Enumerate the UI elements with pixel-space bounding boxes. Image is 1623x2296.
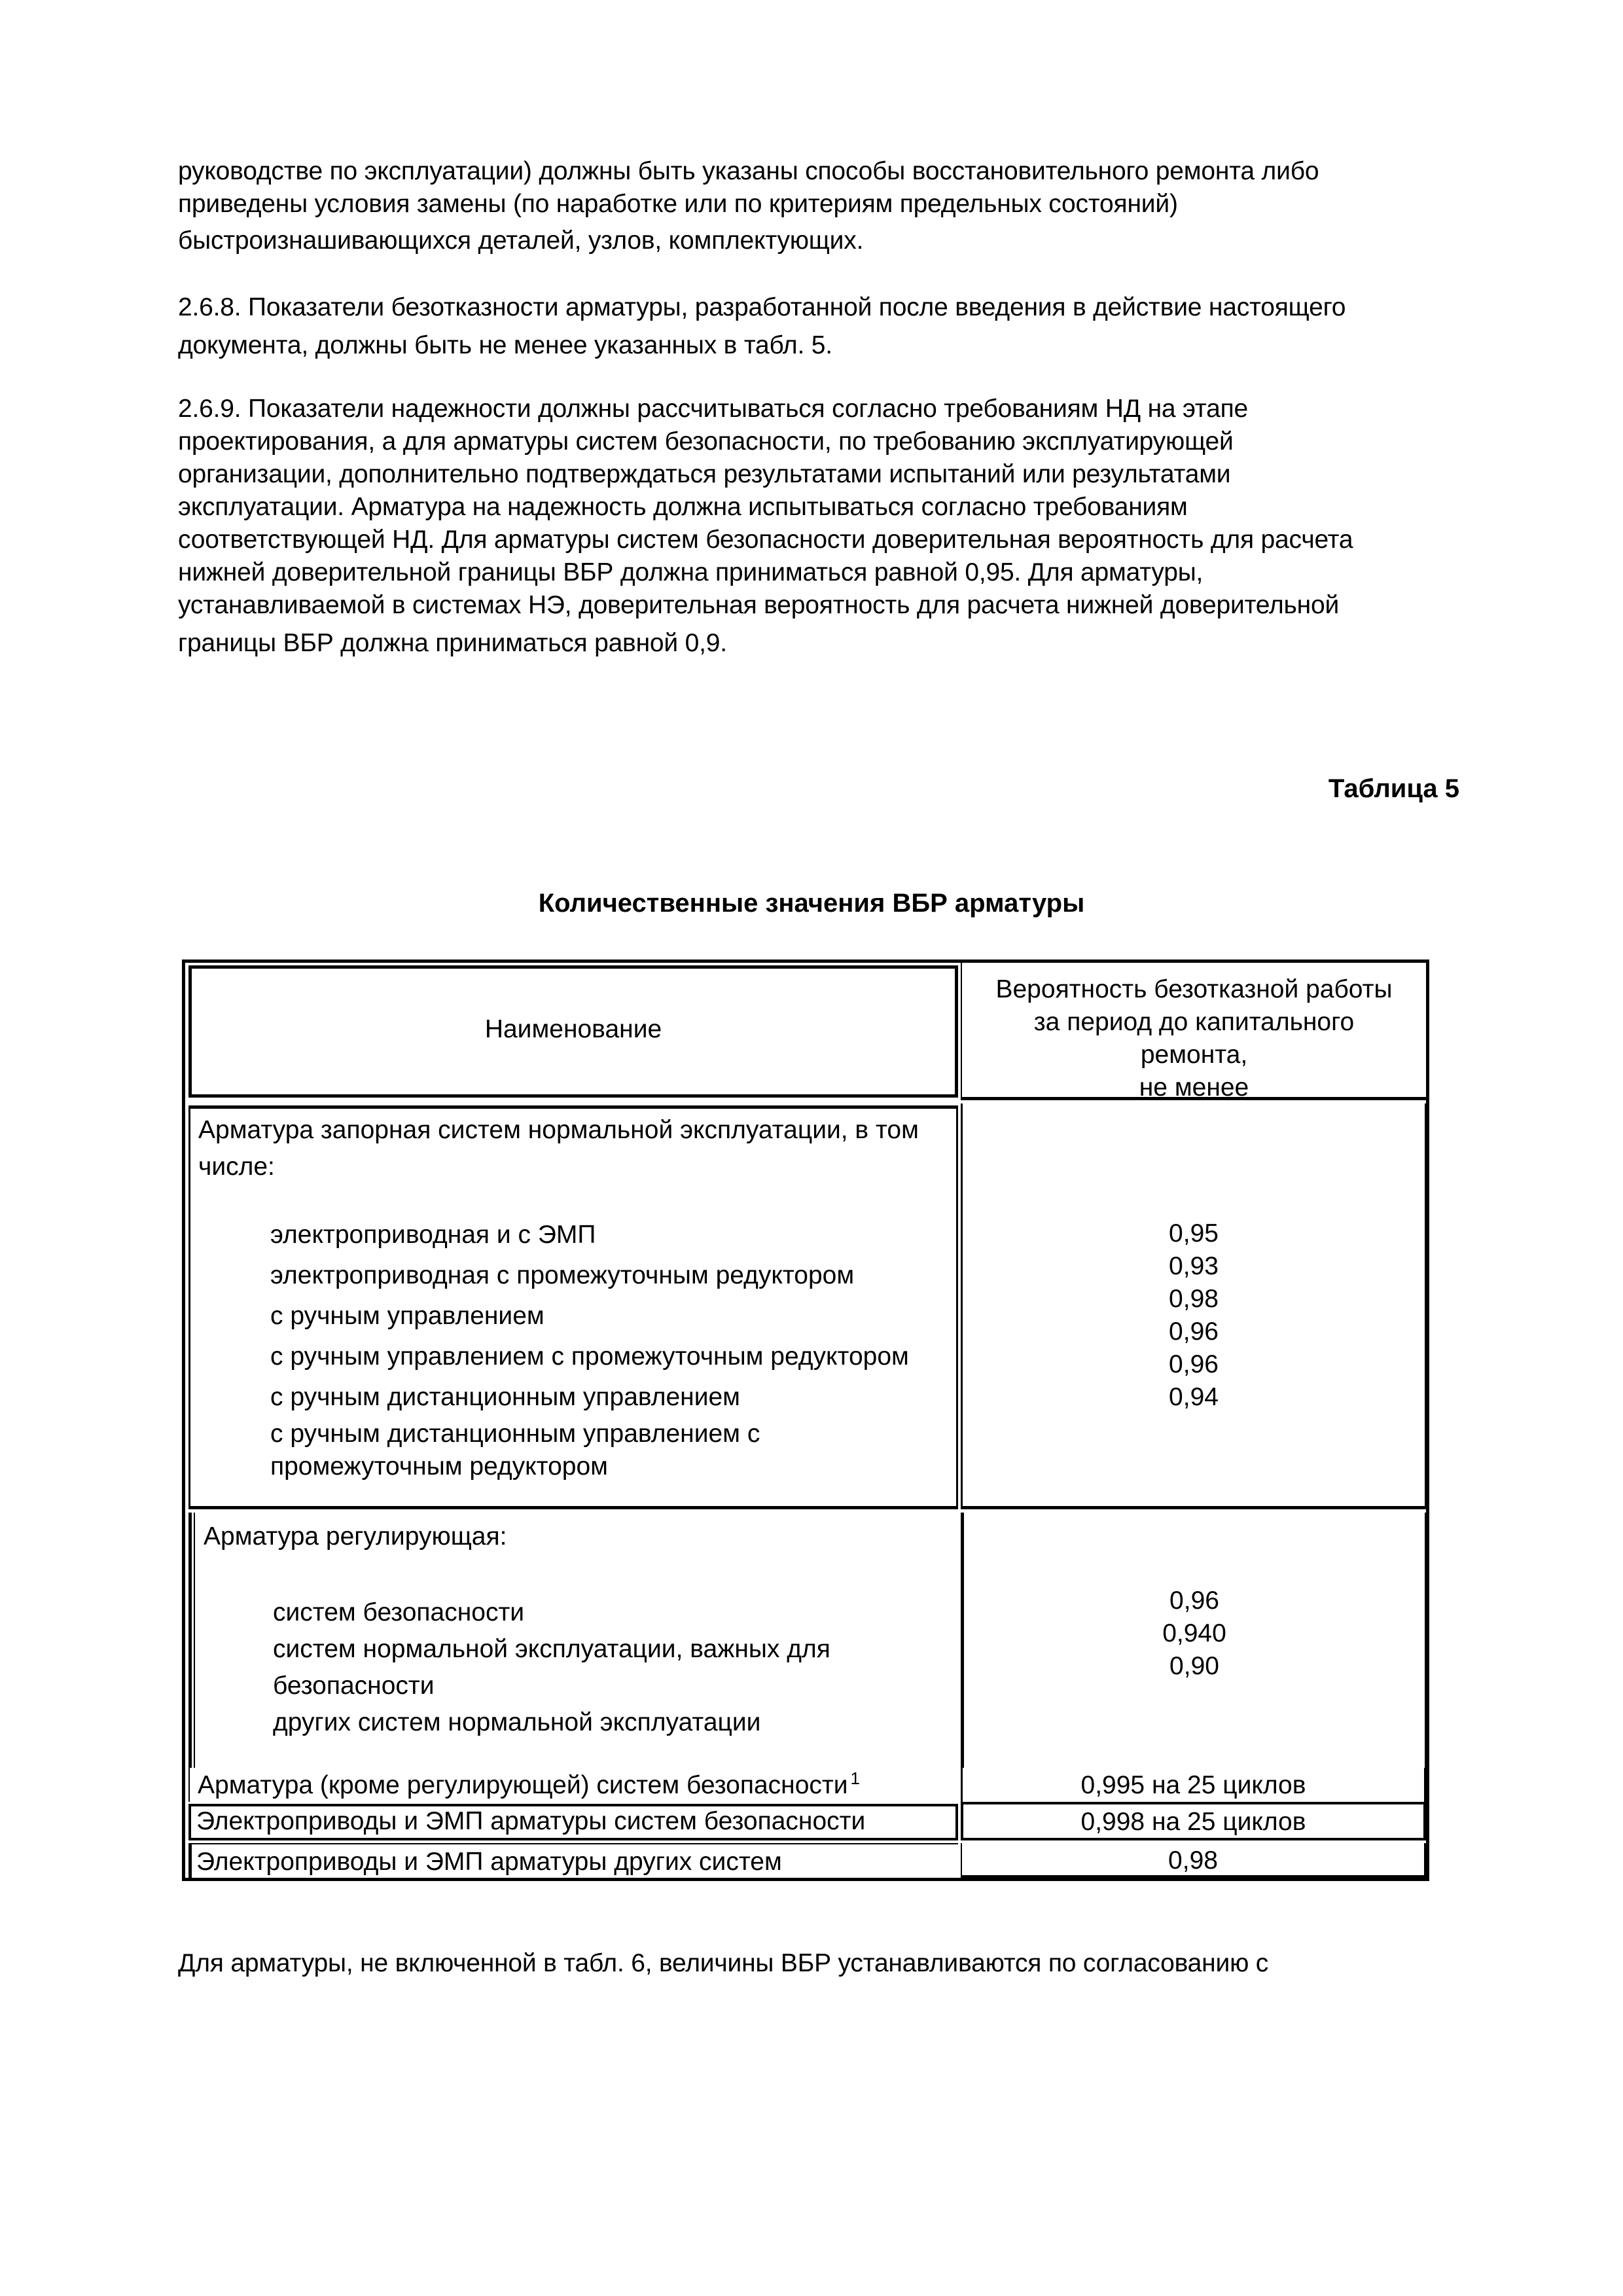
list-item: с ручным дистанционным управлением с — [270, 1420, 760, 1448]
section-heading: Арматура регулирующая: — [204, 1522, 507, 1551]
row-label: Электроприводы и ЭМП арматуры других систем — [196, 1848, 782, 1876]
list-item: систем нормальной эксплуатации, важных для — [273, 1635, 830, 1663]
header-line: не менее — [1139, 1073, 1249, 1102]
text-line: Для арматуры, не включенной в табл. 6, величины ВБР устанавливаются по согласованию с — [178, 1949, 1269, 1977]
text-line: границы ВБР должна приниматься равной 0,9. — [178, 629, 727, 657]
row-label — [198, 1769, 860, 1802]
list-item: промежуточным редуктором — [270, 1452, 608, 1480]
header-probability-label — [962, 973, 1426, 1104]
list-item: электроприводная и с ЭМП — [270, 1221, 596, 1249]
section-items — [270, 1215, 909, 1483]
table-title: Количественные значения ВБР арматуры — [538, 889, 1085, 918]
section-control-valves-values — [961, 1513, 1426, 1768]
text-line: соответствующей НД. Для арматуры систем безопасности доверительная вероятность для расчета — [178, 526, 1353, 554]
row-label: Электроприводы и ЭМП арматуры систем безопасности — [196, 1807, 866, 1835]
list-item: с ручным управлением — [270, 1302, 544, 1330]
header-name-label: Наименование — [484, 1015, 662, 1043]
paragraph-2-6-8 — [178, 291, 1461, 362]
text-line: приведены условия замены (по наработке или по критериям предельных состояний) — [178, 190, 1178, 218]
table-border-left — [182, 960, 185, 1881]
value-list — [963, 1217, 1425, 1414]
value: 0,94 — [1169, 1383, 1219, 1411]
row-value: 0,995 на 25 циклов — [1080, 1771, 1306, 1799]
table-border-right — [1426, 960, 1429, 1881]
header-cell-probability — [961, 963, 1426, 1100]
table-row-actuators-other-value — [961, 1843, 1426, 1878]
text-line: устанавливаемой в системах НЭ, доверительная вероятность для расчета нижней доверительной — [178, 591, 1340, 619]
value: 0,96 — [1169, 1350, 1219, 1378]
heading-line: Арматура запорная систем нормальной эксплуатации, в том — [198, 1116, 919, 1144]
heading-line: числе: — [198, 1153, 275, 1181]
header-line: за период до капитального — [1033, 1008, 1355, 1036]
value-list — [964, 1585, 1425, 1683]
paragraph-2-6-9 — [178, 393, 1461, 660]
header-line: Вероятность безотказной работы — [995, 975, 1393, 1003]
header-cell-name — [188, 965, 958, 1098]
text-line: проектирования, а для арматуры систем безопасности, по требованию эксплуатирующей — [178, 427, 1234, 456]
list-item: других систем нормальной эксплуатации — [273, 1708, 761, 1736]
text-line: 2.6.9. Показатели надежности должны рассчитываться согласно требованиям НД на этапе — [178, 395, 1249, 423]
value: 0,90 — [1169, 1652, 1219, 1680]
section-shutoff-valves-name — [188, 1105, 958, 1509]
value: 0,98 — [1169, 1285, 1219, 1313]
value: 0,940 — [1162, 1619, 1226, 1647]
text-line: эксплуатации. Арматура на надежность должна испытываться согласно требованиям — [178, 493, 1188, 521]
value: 0,93 — [1169, 1252, 1219, 1280]
section-heading — [198, 1114, 919, 1183]
value: 0,96 — [1169, 1587, 1219, 1615]
value: 0,96 — [1169, 1318, 1219, 1346]
text-line: быстроизнашивающихся деталей, узлов, комплектующих. — [178, 226, 864, 255]
row-label-text: Арматура (кроме регулирующей) систем безопасности — [198, 1771, 848, 1799]
paragraph-repair-conditions — [178, 155, 1461, 257]
row-value: 0,998 на 25 циклов — [1080, 1808, 1306, 1836]
table-row-actuators-safety-name — [188, 1804, 958, 1840]
row-value: 0,98 — [1168, 1846, 1218, 1874]
footnote-marker: 1 — [850, 1768, 860, 1788]
table-row-actuators-safety-value — [961, 1802, 1426, 1840]
table-row-safety-valves-name — [188, 1768, 958, 1802]
table-label: Таблица 5 — [1328, 774, 1459, 803]
table-row-actuators-other-name — [188, 1843, 958, 1878]
list-item: систем безопасности — [273, 1598, 525, 1626]
list-item: с ручным управлением с промежуточным редуктором — [270, 1342, 909, 1371]
table-row-safety-valves-value — [961, 1768, 1426, 1802]
text-line: руководстве по эксплуатации) должны быть указаны способы восстановительного ремонта либо — [178, 157, 1319, 185]
paragraph-other-valves — [178, 1947, 1461, 1980]
section-shutoff-valves-values — [961, 1103, 1426, 1509]
section-items — [273, 1594, 830, 1741]
text-line: 2.6.8. Показатели безотказности арматуры, разработанной после введения в действие настоящего — [178, 293, 1346, 321]
list-item: с ручным дистанционным управлением — [270, 1383, 740, 1411]
header-line: ремонта, — [1140, 1041, 1248, 1069]
section-control-valves-name — [188, 1513, 958, 1768]
value: 0,95 — [1169, 1219, 1219, 1247]
list-item: безопасности — [273, 1672, 435, 1700]
text-line: организации, дополнительно подтверждаться результатами испытаний или результатами — [178, 460, 1231, 488]
text-line: документа, должны быть не менее указанных в табл. 5. — [178, 331, 832, 359]
text-line: нижней доверительной границы ВБР должна приниматься равной 0,95. Для арматуры, — [178, 558, 1204, 586]
list-item: электроприводная с промежуточным редуктором — [270, 1261, 855, 1289]
reliability-table — [182, 960, 1429, 1881]
